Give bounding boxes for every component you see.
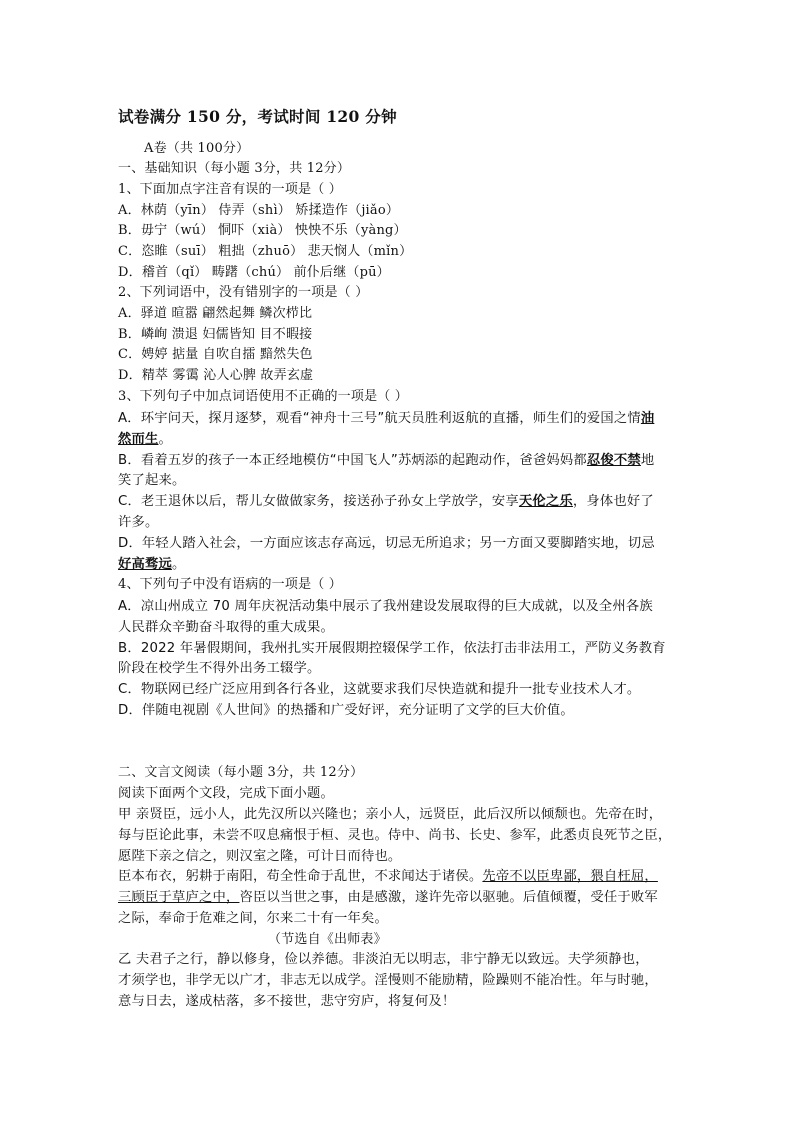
text: C．老王退休以后，帮儿女做做家务，接送孙子孙女上学放学，安享 <box>118 494 519 509</box>
passage-jia-line4 <box>118 868 658 886</box>
text: 。 <box>172 557 186 572</box>
underlined-sentence: 先帝不以臣卑鄙，猥自枉屈， <box>482 869 658 884</box>
q2-option-b: B．嶙峋 溃退 妇儒皆知 目不暇接 <box>118 327 313 342</box>
q3-option-d-line1: D．年轻人踏入社会，一方面应该志存高远，切忌无所追求；另一方面又要脚踏实地，切忌 <box>118 536 655 551</box>
volume-a-heading: A卷（共 100分） <box>144 141 250 156</box>
text: 咨臣以当世之事，由是感激，遂许先帝以驱驰。后值倾覆，受任于败军 <box>239 890 658 905</box>
q1-option-b: B．毋宁（wú） 恫吓（xià） 怏怏不乐（yàng） <box>118 223 407 238</box>
section2-title: 二、文言文阅读（每小题 3分，共 12分） <box>118 765 364 780</box>
q3-option-b-line2: 笑了起来。 <box>118 473 186 488</box>
text: ，身体也好了 <box>572 494 654 509</box>
text: B．看着五岁的孩子一本正经地模仿“中国飞人”苏炳添的起跑动作，爸爸妈妈都 <box>118 453 587 468</box>
passage-jia-line5 <box>118 889 658 907</box>
q3-option-a-line1 <box>118 410 654 428</box>
section1-title: 一、基础知识（每小题 3分，共 12分） <box>118 161 351 176</box>
q4-option-d: D．伴随电视剧《人世间》的热播和广受好评，充分证明了文学的巨大价值。 <box>118 703 574 718</box>
text: 地 <box>640 453 655 468</box>
text: A．环宇问天，探月逐梦，观看“神舟十三号”航天员胜利返航的直播，师生们的爱国之情 <box>118 411 641 426</box>
q1-stem: 1、下面加点字注音有误的一项是（ ） <box>118 182 343 197</box>
q3-option-d-line2 <box>118 556 186 574</box>
q2-option-c: C．娉婷 掂量 自吹自擂 黯然失色 <box>118 347 313 362</box>
q2-option-a: A．驿道 暄嚣 翩然起舞 鳞次栉比 <box>118 306 313 321</box>
q4-option-a-line2: 人民群众辛勤奋斗取得的重大成果。 <box>118 620 334 635</box>
section2-intro: 阅读下面两个文段，完成下面小题。 <box>118 786 334 801</box>
marked-word: 然而生 <box>118 432 159 447</box>
q1-option-a: A．林荫（yīn） 侍弄（shì） 矫揉造作（jiǎo） <box>118 203 400 218</box>
q3-option-c-line2: 许多。 <box>118 515 159 530</box>
marked-word: 好高骛远 <box>118 557 172 572</box>
q2-stem: 2、下列词语中，没有错别字的一项是（ ） <box>118 285 369 300</box>
text: 。 <box>158 432 172 447</box>
exam-info: 试卷满分 150 分，考试时间 120 分钟 <box>118 107 397 126</box>
passage-jia-line1: 甲 亲贤臣，远小人，此先汉所以兴隆也；亲小人，远贤臣，此后汉所以倾颓也。先帝在时， <box>118 807 663 822</box>
q3-option-b-line1 <box>118 452 654 470</box>
q2-option-d: D．精萃 雾霭 沁人心脾 故弄玄虚 <box>118 368 314 383</box>
q3-option-a-line2 <box>118 431 172 449</box>
marked-word: 天伦之乐 <box>518 494 573 509</box>
passage-yi-line3: 意与日去，遂成枯落，多不接世，悲守穷庐，将复何及！ <box>118 994 456 1009</box>
q1-option-d: D．稽首（qǐ） 畴躇（chú） 前仆后继（pū） <box>118 265 390 280</box>
passage-jia-line3: 愿陛下亲之信之，则汉室之隆，可计日而待也。 <box>118 849 402 864</box>
q1-option-c: C．恣睢（suī） 粗拙（zhuō） 悲天悯人（mǐn） <box>118 244 413 259</box>
q3-stem: 3、下列句子中加点词语使用不正确的一项是（ ） <box>118 389 409 404</box>
text: 臣本布衣，躬耕于南阳，苟全性命于乱世，不求闻达于诸侯。 <box>118 869 483 884</box>
marked-word: 油 <box>640 411 655 426</box>
q4-option-b-line2: 阶段在校学生不得外出务工辍学。 <box>118 661 321 676</box>
passage-jia-line2: 每与臣论此事，未尝不叹息痛恨于桓、灵也。侍中、尚书、长史、参军，此悉贞良死节之臣， <box>118 828 672 843</box>
q3-option-c-line1 <box>118 493 654 511</box>
q4-option-a-line1: A．凉山州成立 70 周年庆祝活动集中展示了我州建设发展取得的巨大成就，以及全州各族 <box>118 599 653 614</box>
marked-word: 忍俊不禁 <box>586 453 641 468</box>
q4-option-b-line1: B．2022 年暑假期间，我州扎实开展假期控辍保学工作，依法打击非法用工，严防义务教育 <box>118 641 666 656</box>
passage-jia-source: （节选自《出师表》 <box>268 932 387 947</box>
q4-option-c: C．物联网已经广泛应用到各行各业，这就要求我们尽快造就和提升一批专业技术人才。 <box>118 682 641 697</box>
passage-jia-line6: 之际，奉命于危难之间，尔来二十有一年矣。 <box>118 911 388 926</box>
passage-yi-line2: 才须学也，非学无以广才，非志无以成学。淫慢则不能励精，险躁则不能冶性。年与时驰， <box>118 973 658 988</box>
passage-yi-line1: 乙 夫君子之行，静以修身，俭以养德。非淡泊无以明志，非宁静无以致远。夫学须静也， <box>118 952 649 967</box>
q4-stem: 4、下列句子中没有语病的一项是（ ） <box>118 577 343 592</box>
underlined-sentence: 三顾臣于草庐之中， <box>118 890 240 905</box>
